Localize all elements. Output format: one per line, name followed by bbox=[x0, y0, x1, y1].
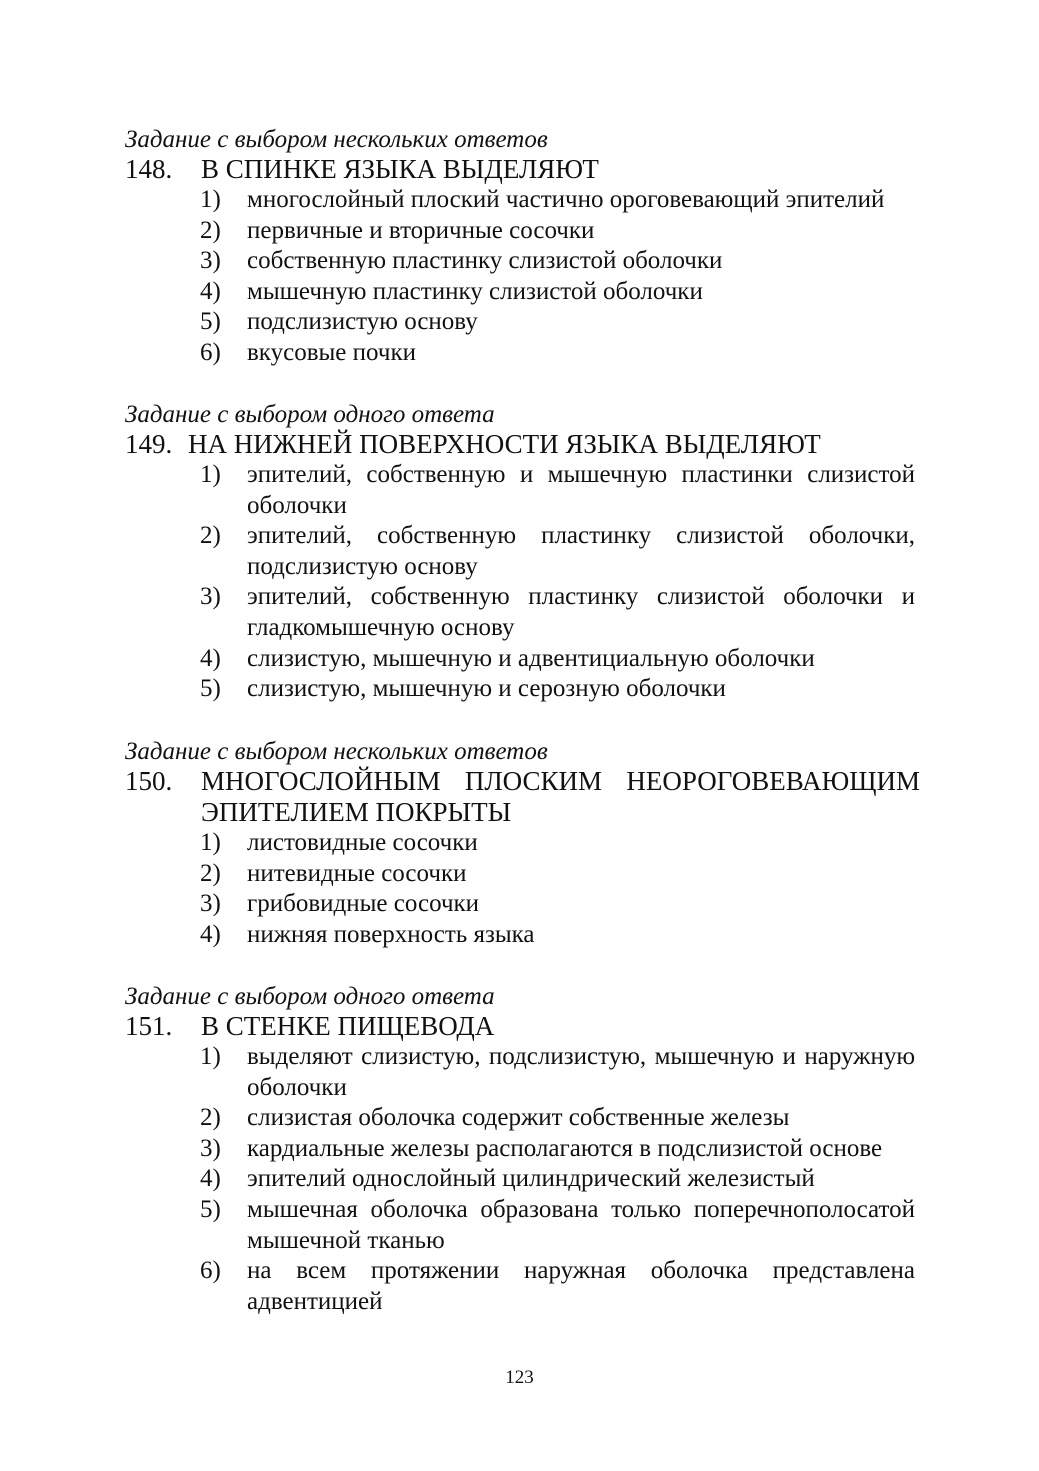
answer-option bbox=[200, 338, 915, 369]
answer-text: мышечную пластинку слизистой оболочки bbox=[247, 277, 703, 305]
question-number: 150. bbox=[125, 766, 173, 796]
answer-text: слизистую, мышечную и серозную оболочки bbox=[247, 675, 726, 703]
answer-number: 3) bbox=[200, 247, 221, 275]
question-row bbox=[125, 766, 920, 828]
answer-text: нижняя поверхность языка bbox=[247, 920, 535, 948]
answer-option bbox=[200, 185, 935, 216]
answer-text: вкусовые почки bbox=[247, 338, 416, 366]
answer-text: эпителий, собственную пластинку слизистой оболочки и гладкомышечную основу bbox=[247, 583, 915, 641]
answer-number: 4) bbox=[200, 1165, 221, 1193]
answer-option bbox=[200, 644, 915, 675]
answer-text: листовидные сосочки bbox=[247, 829, 478, 856]
answer-text: подслизистую основу bbox=[247, 308, 478, 336]
answer-number: 1) bbox=[200, 829, 221, 856]
answer-text: собственную пластинку слизистой оболочки bbox=[247, 247, 723, 275]
answer-text: мышечная оболочка образована только поперечнополосатой мышечной тканью bbox=[247, 1195, 915, 1254]
answer-number: 5) bbox=[200, 1195, 221, 1223]
answer-text: эпителий однослойный цилиндрический железистый bbox=[247, 1165, 815, 1193]
answer-number: 1) bbox=[200, 1043, 221, 1070]
answer-option bbox=[200, 521, 915, 582]
answer-option bbox=[200, 277, 915, 308]
answer-number: 2) bbox=[200, 1104, 221, 1132]
task-type-label: Задание с выбором нескольких ответов bbox=[125, 738, 548, 765]
answer-option bbox=[200, 216, 915, 247]
task-type-label: Задание с выбором одного ответа bbox=[125, 983, 495, 1010]
answer-option bbox=[200, 674, 915, 705]
question-number: 148. bbox=[125, 154, 173, 184]
answer-text: выделяют слизистую, подслизистую, мышечную и наружную оболочки bbox=[247, 1043, 915, 1101]
answer-text: на всем протяжении наружная оболочка представлена адвентицией bbox=[247, 1257, 915, 1315]
answer-text: слизистую, мышечную и адвентициальную оболочки bbox=[247, 644, 815, 672]
question-number: 151. bbox=[125, 1011, 173, 1041]
answer-number: 2) bbox=[200, 522, 221, 550]
answer-number: 2) bbox=[200, 216, 221, 244]
answer-number: 5) bbox=[200, 308, 221, 336]
question-text: В СПИНКЕ ЯЗЫКА ВЫДЕЛЯЮТ bbox=[201, 154, 599, 184]
question-row bbox=[125, 1011, 920, 1042]
answer-option bbox=[200, 1195, 915, 1256]
answer-option bbox=[200, 1103, 915, 1134]
answer-option bbox=[200, 582, 915, 643]
answer-text: грибовидные сосочки bbox=[247, 890, 480, 918]
answer-option bbox=[200, 246, 915, 277]
task-type-label: Задание с выбором одного ответа bbox=[125, 401, 495, 428]
answer-option bbox=[200, 828, 915, 859]
answer-text: эпителий, собственную и мышечную пластинки слизистой оболочки bbox=[247, 461, 915, 519]
answer-list bbox=[125, 460, 920, 705]
question-row bbox=[125, 154, 920, 185]
answer-number: 4) bbox=[200, 644, 221, 672]
answer-number: 1) bbox=[200, 461, 221, 488]
answer-number: 2) bbox=[200, 859, 221, 887]
answer-text: эпителий, собственную пластинку слизистой оболочки, подслизистую основу bbox=[247, 522, 915, 580]
task-149 bbox=[125, 401, 920, 705]
answer-option bbox=[200, 889, 915, 920]
task-150 bbox=[125, 738, 920, 950]
answer-number: 3) bbox=[200, 583, 221, 611]
question-text: МНОГОСЛОЙНЫМ ПЛОСКИМ НЕОРОГОВЕВАЮЩИМ ЭПИТЕЛИЕМ ПОКРЫТЫ bbox=[201, 766, 920, 827]
question-row bbox=[125, 429, 920, 460]
answer-number: 3) bbox=[200, 890, 221, 918]
question-text: В СТЕНКЕ ПИЩЕВОДА bbox=[201, 1011, 495, 1041]
answer-list bbox=[125, 1042, 920, 1317]
answer-number: 4) bbox=[200, 920, 221, 948]
task-151 bbox=[125, 983, 920, 1317]
answer-text: кардиальные железы располагаются в подслизистой основе bbox=[247, 1134, 883, 1162]
question-text: НА НИЖНЕЙ ПОВЕРХНОСТИ ЯЗЫКА ВЫДЕЛЯЮТ bbox=[188, 429, 821, 459]
answer-option bbox=[200, 1134, 915, 1165]
task-type-label: Задание с выбором нескольких ответов bbox=[125, 126, 548, 153]
answer-text: многослойный плоский частично ороговевающий эпителий bbox=[247, 186, 885, 213]
answer-option bbox=[200, 307, 915, 338]
question-number: 149. bbox=[125, 429, 173, 459]
answer-option bbox=[200, 920, 915, 951]
answer-option bbox=[200, 460, 915, 521]
answer-number: 6) bbox=[200, 338, 221, 366]
task-148 bbox=[125, 126, 920, 369]
answer-option bbox=[200, 1164, 915, 1195]
answer-number: 3) bbox=[200, 1134, 221, 1162]
answer-text: первичные и вторичные сосочки bbox=[247, 216, 595, 244]
page-number: 123 bbox=[505, 1367, 534, 1388]
answer-number: 5) bbox=[200, 675, 221, 703]
answer-list bbox=[125, 185, 920, 369]
answer-option bbox=[200, 859, 915, 890]
answer-option bbox=[200, 1042, 915, 1103]
answer-number: 1) bbox=[200, 186, 221, 213]
answer-number: 4) bbox=[200, 277, 221, 305]
answer-number: 6) bbox=[200, 1257, 221, 1285]
answer-option bbox=[200, 1256, 915, 1317]
answer-text: слизистая оболочка содержит собственные железы bbox=[247, 1104, 790, 1132]
answer-list bbox=[125, 828, 920, 950]
answer-text: нитевидные сосочки bbox=[247, 859, 467, 887]
